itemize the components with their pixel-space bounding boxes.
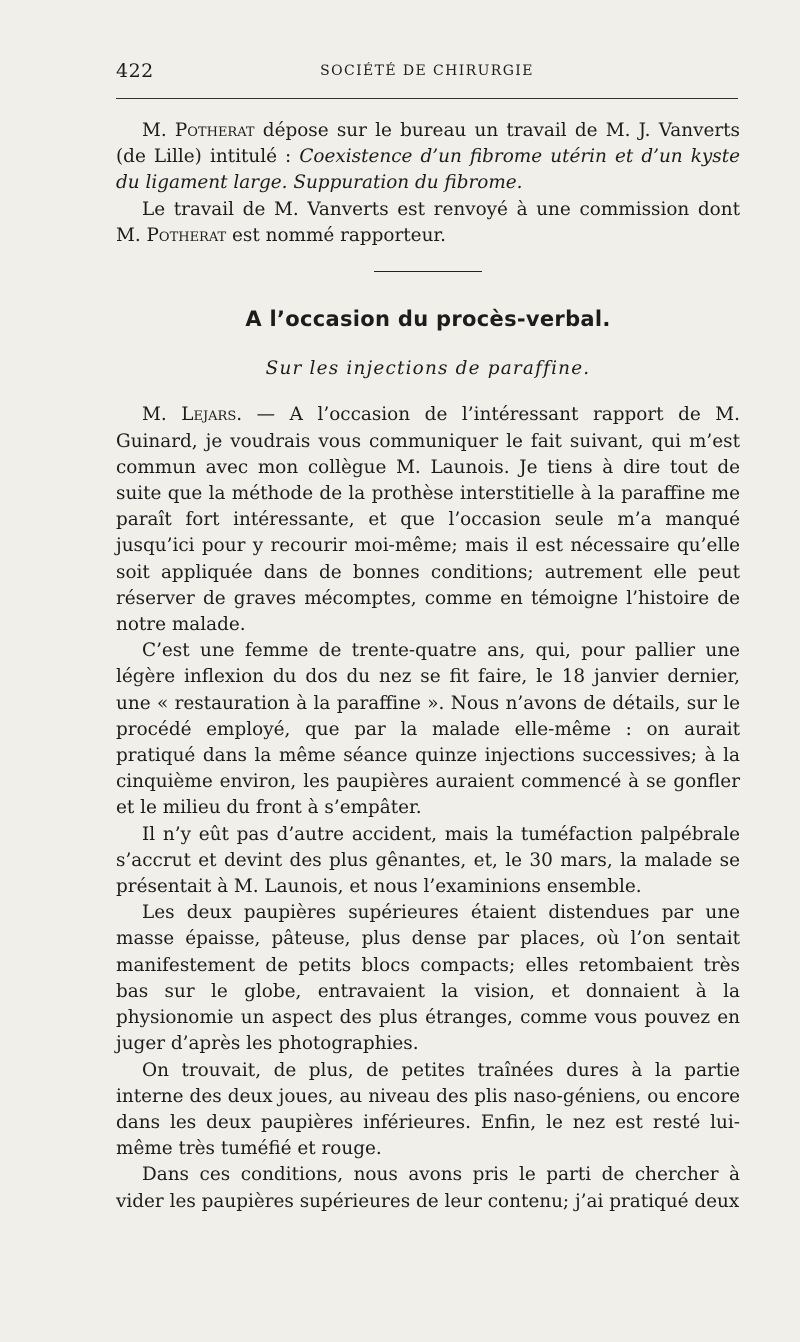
body-paragraph-2: C’est une femme de trente-quatre ans, qui, pour pallier une légère inflexion du dos du nez se fit faire, le 18 janvier dernier, une « restauration à la paraffine ». Nous n’avons de détails, sur le procédé employé, que par la malade elle-même : on aurait pratiqué dans la même séance quinze injections successives; à la cinquième environ, les paupières auraient commencé à se gonfler et le milieu du front à s’empâter. bbox=[116, 640, 740, 819]
intro-paragraph-2 bbox=[116, 197, 740, 249]
work-title: Coexistence d’un fibrome utérin et d’un kyste du ligament large. Suppuration du fibrome. bbox=[116, 146, 740, 194]
page-number: 422 bbox=[116, 60, 154, 82]
rapporteur-name: Potherat bbox=[146, 224, 227, 246]
body-paragraph-6: Dans ces conditions, nous avons pris le parti de chercher à vider les paupières supérieures de leur contenu; j’ai pratiqué deux bbox=[116, 1164, 740, 1212]
header-rule bbox=[116, 98, 738, 99]
body-paragraph-4: Les deux paupières supérieures étaient distendues par une masse épaisse, pâteuse, plus dense par places, où l’on sentait manifestement de petits blocs compacts; elles retombaient très bas sur le globe, entravaient la vision, et donnaient à la physionomie un aspect des plus étranges, comme vous pouvez en juger d’après les photographies. bbox=[116, 902, 740, 1055]
section-subtitle: Sur les injections de paraffine. bbox=[265, 358, 591, 380]
section-title: A l’occasion du procès-verbal. bbox=[245, 307, 611, 332]
page-body bbox=[116, 118, 740, 1215]
body-paragraph-5: On trouvait, de plus, de petites traînées dures à la partie interne des deux joues, au niveau des plis naso-géniens, ou encore dans les deux paupières inférieures. Enfin, le nez est resté lui-même très tuméfié et rouge. bbox=[116, 1059, 740, 1160]
section-separator bbox=[374, 271, 482, 272]
body-paragraph-3: Il n’y eût pas d’autre accident, mais la tuméfaction palpébrale s’accrut et devint des plus gênantes, et, le 30 mars, la malade se présentait à M. Launois, et nous l’examinions ensemble. bbox=[116, 823, 740, 898]
paragraph-text: — A l’occasion de l’intéressant rapport de M. Guinard, je voudrais vous communiquer le fait suivant, qui m’est commun avec mon collègue M. Launois. Je tiens à dire tout de suite que la méthode de la prothèse interstitielle à la paraffine me paraît fort intéressante, et que l’occasion seule m’a manqué jusqu’ici pour y recourir moi-même; mais il est nécessaire qu’elle soit appliquée dans de bonnes conditions; autrement elle peut réserver de graves mécomptes, comme en témoigne l’histoire de notre malade. bbox=[116, 404, 740, 636]
intro-paragraph-1 bbox=[116, 118, 740, 197]
author-name: M. Lejars. bbox=[142, 404, 243, 426]
intro-text: Le travail de M. Vanverts est renvoyé à une commission dont M. bbox=[116, 198, 740, 246]
intro-text: est nommé rapporteur. bbox=[226, 224, 447, 246]
author-name: M. Potherat bbox=[142, 120, 255, 141]
page-header bbox=[116, 60, 738, 88]
intro-text: dépose sur le bureau un travail de M. J. Vanverts (de Lille) intitulé : bbox=[116, 120, 740, 168]
running-head: SOCIÉTÉ DE CHIRURGIE bbox=[320, 63, 534, 79]
body-paragraph-1 bbox=[116, 402, 740, 638]
